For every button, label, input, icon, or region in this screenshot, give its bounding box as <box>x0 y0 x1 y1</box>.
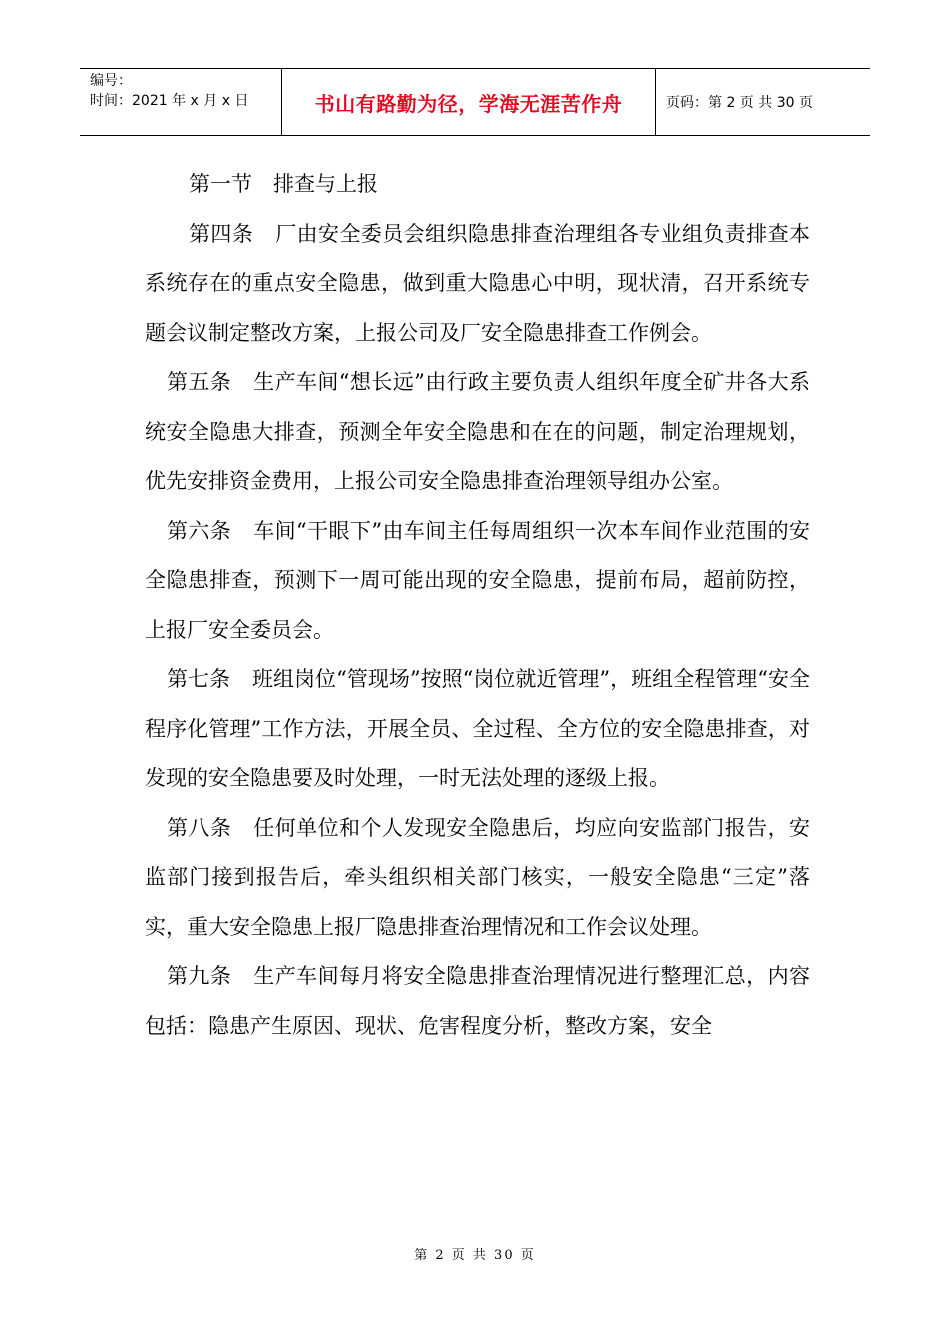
article-4 <box>145 210 810 359</box>
article-6 <box>145 507 810 656</box>
section-title: 第一节 排查与上报 <box>189 172 378 196</box>
article-text: 任何单位和个人发现安全隐患后，均应向安监部门报告，安监部门接到报告后，牵头组织相关部门核实，一般安全隐患“三定”落实，重大安全隐患上报厂隐患排查治理情况和工作会议处理。 <box>145 815 811 939</box>
article-number: 第九条 <box>167 964 232 988</box>
document-number-label: 编号： <box>90 73 132 89</box>
header-page-info: 页码：第 2 页 共 30 页 <box>666 95 813 111</box>
article-text: 车间“干眼下”由车间主任每周组织一次本车间作业范围的安全隐患排查，预测下一周可能出现的安全隐患，提前布局，超前防控，上报厂安全委员会。 <box>145 518 810 642</box>
document-date-label: 时间：2021 年 x 月 x 日 <box>90 93 249 109</box>
article-5 <box>145 358 810 507</box>
article-number: 第六条 <box>167 518 232 543</box>
header-motto: 书山有路勤为径，学海无涯苦作舟 <box>282 69 656 135</box>
document-body <box>145 160 810 1051</box>
article-text: 生产车间每月将安全隐患排查治理情况进行整理汇总，内容包括：隐患产生原因、现状、危害程度分析，整改方案，安全 <box>145 964 811 1038</box>
article-text: 生产车间“想长远”由行政主要负责人组织年度全矿井各大系统安全隐患大排查，预测全年安全隐患和在在的问题，制定治理规划，优先安排资金费用，上报公司安全隐患排查治理领导组办公室。 <box>145 370 810 493</box>
article-text: 厂由安全委员会组织隐患排查治理组各专业组负责排查本系统存在的重点安全隐患，做到重大隐患心中明，现状清，召开系统专题会议制定整改方案，上报公司及厂安全隐患排查工作例会。 <box>145 221 811 345</box>
article-number: 第四条 <box>189 221 254 246</box>
article-7 <box>145 655 810 804</box>
article-number: 第八条 <box>167 815 232 840</box>
page-header <box>80 68 870 136</box>
article-number: 第七条 <box>167 667 231 691</box>
article-8 <box>145 804 810 953</box>
article-9 <box>145 952 810 1051</box>
page-footer: 第 2 页 共 30 页 <box>414 1248 536 1263</box>
header-meta <box>80 69 282 135</box>
article-number: 第五条 <box>167 370 232 394</box>
article-text: 班组岗位“管现场”按照“岗位就近管理”，班组全程管理“安全程序化管理”工作方法，开展全员、全过程、全方位的安全隐患排查，对发现的安全隐患要及时处理，一时无法处理的逐级上报。 <box>145 667 810 790</box>
